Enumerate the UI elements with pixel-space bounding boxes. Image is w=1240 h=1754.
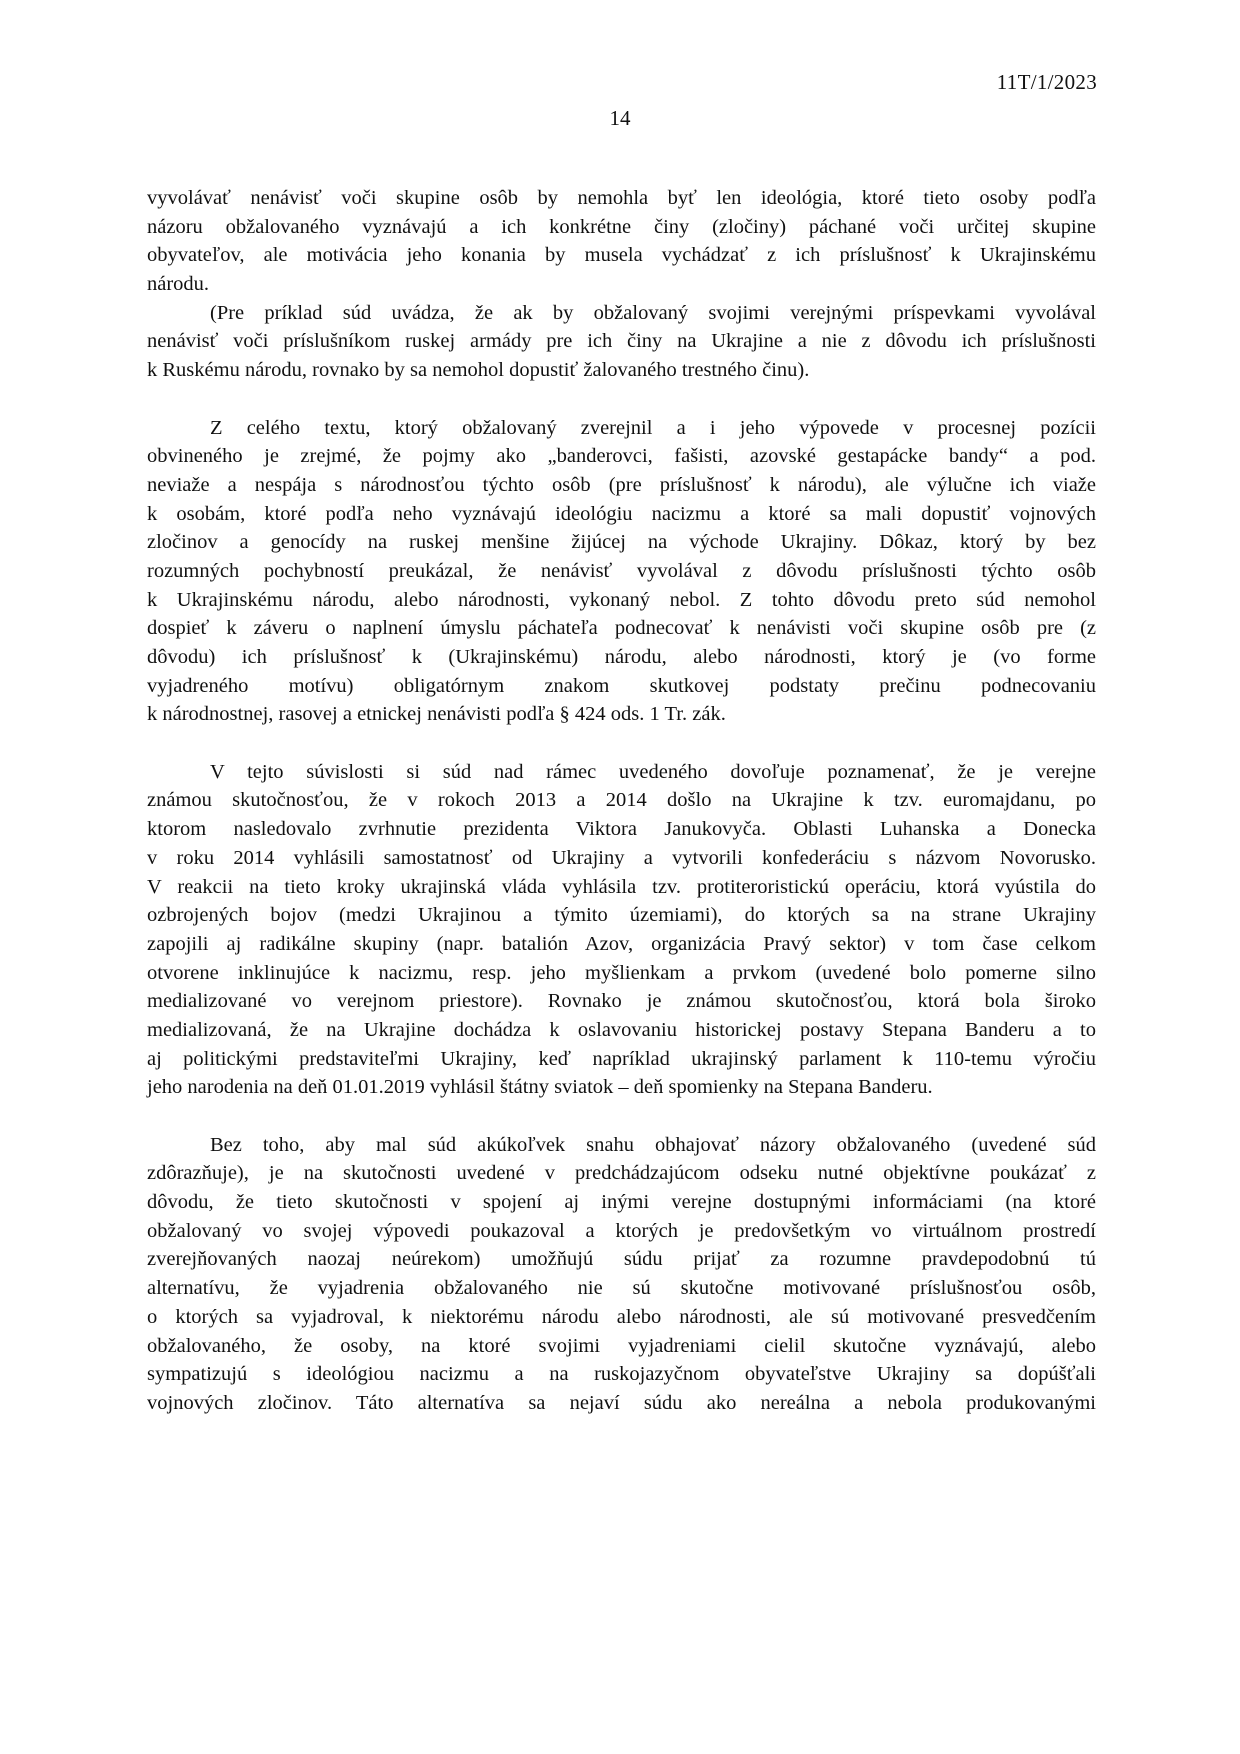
text-line: k Ruskému národu, rovnako by sa nemohol dopustiť žalovaného trestného činu). bbox=[147, 359, 810, 382]
text-line: k osobám, ktoré podľa neho vyznávajú ideológiu nacizmu a ktoré sa mali dopustiť vojnových bbox=[147, 502, 1096, 525]
text-line: medializované vo verejnom priestore). Rovnako je známou skutočnosťou, ktorá bola široko bbox=[147, 990, 1096, 1013]
text-line: k Ukrajinskému národu, alebo národnosti, vykonaný nebol. Z tohto dôvodu preto súd nemohol bbox=[147, 588, 1096, 611]
text-line: zdôrazňuje), je na skutočnosti uvedené v predchádzajúcom odseku nutné objektívne poukázať z bbox=[147, 1162, 1096, 1185]
text-line: zločinov a genocídy na ruskej menšine žijúcej na východe Ukrajiny. Dôkaz, ktorý by bez bbox=[147, 531, 1096, 554]
text-line: ktorom nasledovalo zvrhnutie prezidenta Viktora Janukovyča. Oblasti Luhanska a Donecka bbox=[147, 818, 1096, 841]
text-line: v roku 2014 vyhlásili samostatnosť od Ukrajiny a vytvorili konfederáciu s názvom Novorusko. bbox=[147, 846, 1096, 869]
text-line: o ktorých sa vyjadroval, k niektorému národu alebo národnosti, ale sú motivované presvedčením bbox=[147, 1305, 1096, 1328]
text-line: zapojili aj radikálne skupiny (napr. batalión Azov, organizácia Pravý sektor) v tom čase celkom bbox=[147, 932, 1096, 955]
text-line: dôvodu, že tieto skutočnosti v spojení aj inými verejne dostupnými informáciami (na ktoré bbox=[147, 1191, 1096, 1214]
text-line: rozumných pochybností preukázal, že nenávisť vyvolával z dôvodu príslušnosti týchto osôb bbox=[147, 559, 1096, 582]
text-line: známou skutočnosťou, že v rokoch 2013 a 2014 došlo na Ukrajine k tzv. euromajdanu, po bbox=[147, 789, 1096, 812]
text-line: k národnostnej, rasovej a etnickej nenávisti podľa § 424 ods. 1 Tr. zák. bbox=[147, 703, 726, 726]
text-line: dospieť k záveru o naplnení úmyslu páchateľa podnecovať k nenávisti voči skupine osôb pre (z bbox=[147, 617, 1096, 640]
text-line: obžalovaný vo svojej výpovedi poukazoval a ktorých je predovšetkým vo virtuálnom prostredí bbox=[147, 1219, 1096, 1242]
text-line: (Pre príklad súd uvádza, že ak by obžalovaný svojimi verejnými príspevkami vyvolával bbox=[210, 301, 1096, 324]
text-line: otvorene inklinujúce k nacizmu, resp. jeho myšlienkam a prvkom (uvedené bolo pomerne silno bbox=[147, 961, 1096, 984]
text-line: nenávisť voči príslušníkom ruskej armády pre ich činy na Ukrajine a nie z dôvodu ich príslušnosti bbox=[147, 330, 1096, 353]
text-line: V reakcii na tieto kroky ukrajinská vláda vyhlásila tzv. protiteroristickú operáciu, ktorá vyústila do bbox=[147, 875, 1096, 898]
text-line: jeho narodenia na deň 01.01.2019 vyhlásil štátny sviatok – deň spomienky na Stepana Banderu. bbox=[147, 1076, 933, 1099]
paragraph-context bbox=[147, 758, 1096, 1102]
text-line: V tejto súvislosti si súd nad rámec uvedeného dovoľuje poznamenať, že je verejne bbox=[210, 760, 1096, 783]
paragraph-spacer bbox=[147, 729, 1096, 758]
paragraph-continuation bbox=[147, 184, 1096, 299]
text-line: obžalovaného, že osoby, na ktoré svojimi vyjadreniami cielil skutočne vyznávajú, alebo bbox=[147, 1334, 1096, 1357]
text-line: národu. bbox=[147, 273, 210, 296]
text-line: názoru obžalovaného vyznávajú a ich konkrétne činy (zločiny) páchané voči určitej skupine bbox=[147, 215, 1096, 238]
text-line: ozbrojených bojov (medzi Ukrajinou a týmito územiami), do ktorých sa na strane Ukrajiny bbox=[147, 904, 1096, 927]
text-line: vyjadreného motívu) obligatórnym znakom skutkovej podstaty prečinu podnecovaniu bbox=[147, 674, 1096, 697]
text-line: vojnových zločinov. Táto alternatíva sa nejaví súdu ako nereálna a nebola produkovanými bbox=[147, 1391, 1096, 1414]
text-line: zverejňovaných naozaj neúrekom) umožňujú súdu prijať za rozumne pravdepodobnú tú bbox=[147, 1248, 1096, 1271]
document-body bbox=[147, 184, 1096, 1418]
text-line: sympatizujú s ideológiou nacizmu a na ruskojazyčnom obyvateľstve Ukrajiny sa dopúšťali bbox=[147, 1363, 1096, 1386]
paragraph-spacer bbox=[147, 1102, 1096, 1131]
paragraph-conclusion bbox=[147, 414, 1096, 730]
text-line: Z celého textu, ktorý obžalovaný zverejnil a i jeho výpovede v procesnej pozícii bbox=[210, 416, 1096, 439]
text-line: alternatívu, že vyjadrenia obžalovaného nie sú skutočne motivované príslušnosťou osôb, bbox=[147, 1277, 1096, 1300]
paragraph-example bbox=[147, 299, 1096, 385]
text-line: obvineného je zrejmé, že pojmy ako „banderovci, fašisti, azovské gestapácke bandy“ a pod. bbox=[147, 445, 1096, 468]
paragraph-alternative bbox=[147, 1131, 1096, 1418]
text-line: aj politickými predstaviteľmi Ukrajiny, keď napríklad ukrajinský parlament k 110-temu výročiu bbox=[147, 1047, 1096, 1070]
case-number: 11T/1/2023 bbox=[996, 70, 1097, 94]
text-line: neviaže a nespája s národnosťou týchto osôb (pre príslušnosť k národu), ale výlučne ich viaže bbox=[147, 473, 1096, 496]
text-line: medializovaná, že na Ukrajine dochádza k oslavovaniu historickej postavy Stepana Banderu a to bbox=[147, 1018, 1096, 1041]
text-line: obyvateľov, ale motivácia jeho konania by musela vychádzať z ich príslušnosť k Ukrajinskému bbox=[147, 244, 1096, 267]
text-line: Bez toho, aby mal súd akúkoľvek snahu obhajovať názory obžalovaného (uvedené súd bbox=[210, 1133, 1096, 1156]
text-line: dôvodu) ich príslušnosť k (Ukrajinskému) národu, alebo národnosti, ktorý je (vo forme bbox=[147, 646, 1096, 668]
text-line: vyvolávať nenávisť voči skupine osôb by nemohla byť len ideológia, ktoré tieto osoby podľa bbox=[147, 187, 1096, 209]
paragraph-spacer bbox=[147, 385, 1096, 414]
page-number: 14 bbox=[609, 106, 631, 130]
